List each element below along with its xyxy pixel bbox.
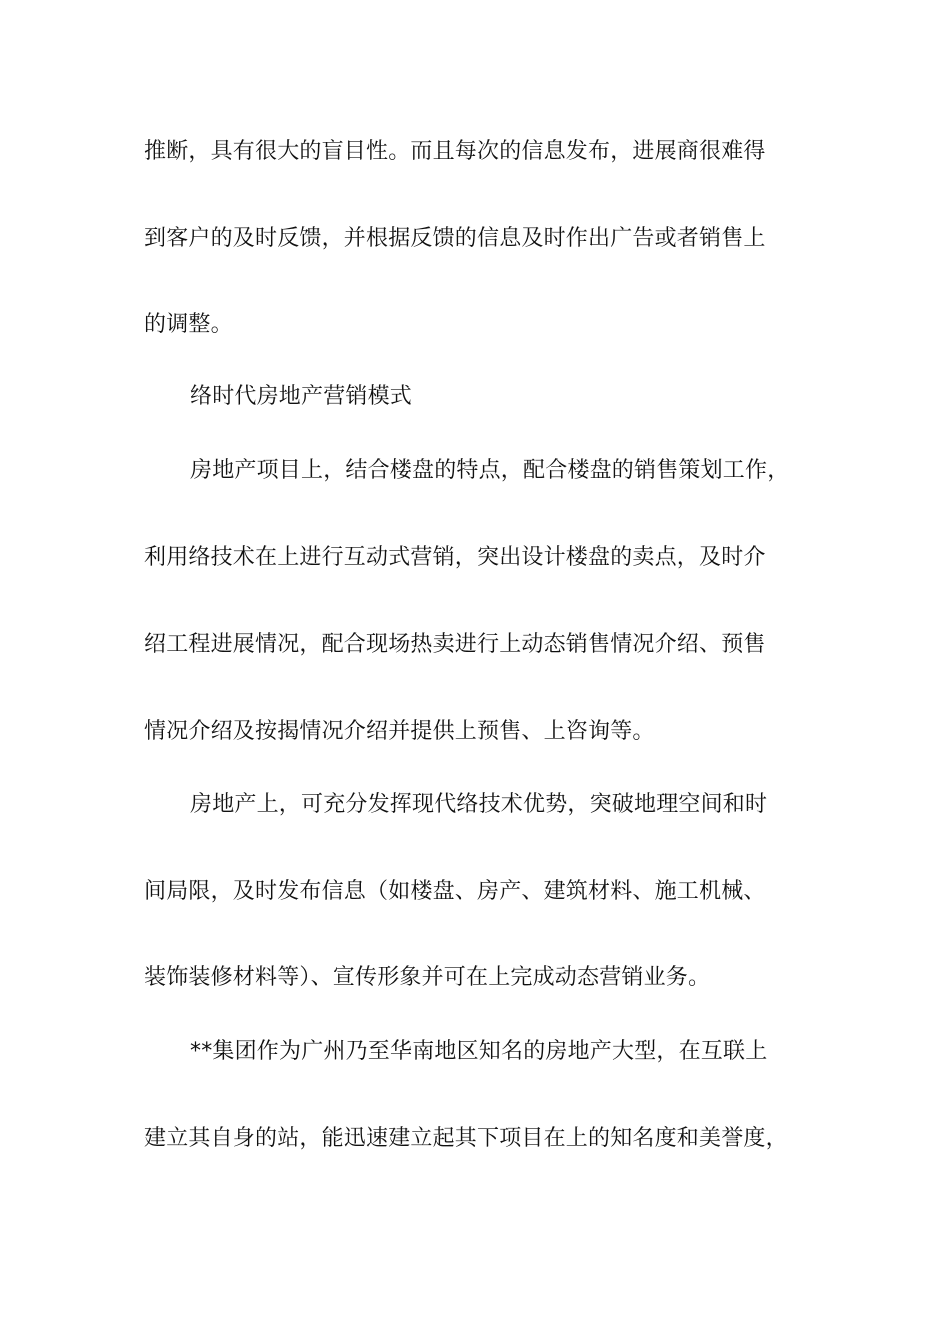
paragraph-line: 到客户的及时反馈，并根据反馈的信息及时作出广告或者销售上 [144,226,766,251]
section-heading: 络时代房地产营销模式 [190,384,413,409]
paragraph-line: 房地产项目上，结合楼盘的特点，配合楼盘的销售策划工作， [190,458,790,483]
paragraph-line: 建立其自身的站，能迅速建立起其下项目在上的知名度和美誉度， [144,1126,788,1151]
paragraph-line: 间局限，及时发布信息（如楼盘、房产、建筑材料、施工机械、 [144,879,766,904]
paragraph-line: 绍工程进展情况，配合现场热卖进行上动态销售情况介绍、预售 [144,632,766,657]
paragraph-line: 推断，具有很大的盲目性。而且每次的信息发布，进展商很难得 [144,139,766,164]
paragraph-line: **集团作为广州乃至华南地区知名的房地产大型，在互联上 [190,1039,768,1064]
paragraph-line: 房地产上，可充分发挥现代络技术优势，突破地理空间和时 [190,792,768,817]
paragraph-line: 情况介绍及按揭情况介绍并提供上预售、上咨询等。 [144,719,655,744]
paragraph-line: 的调整。 [144,312,233,337]
paragraph-line: 装饰装修材料等）、宣传形象并可在上完成动态营销业务。 [144,965,711,990]
paragraph-line: 利用络技术在上进行互动式营销，突出设计楼盘的卖点，及时介 [144,545,766,570]
